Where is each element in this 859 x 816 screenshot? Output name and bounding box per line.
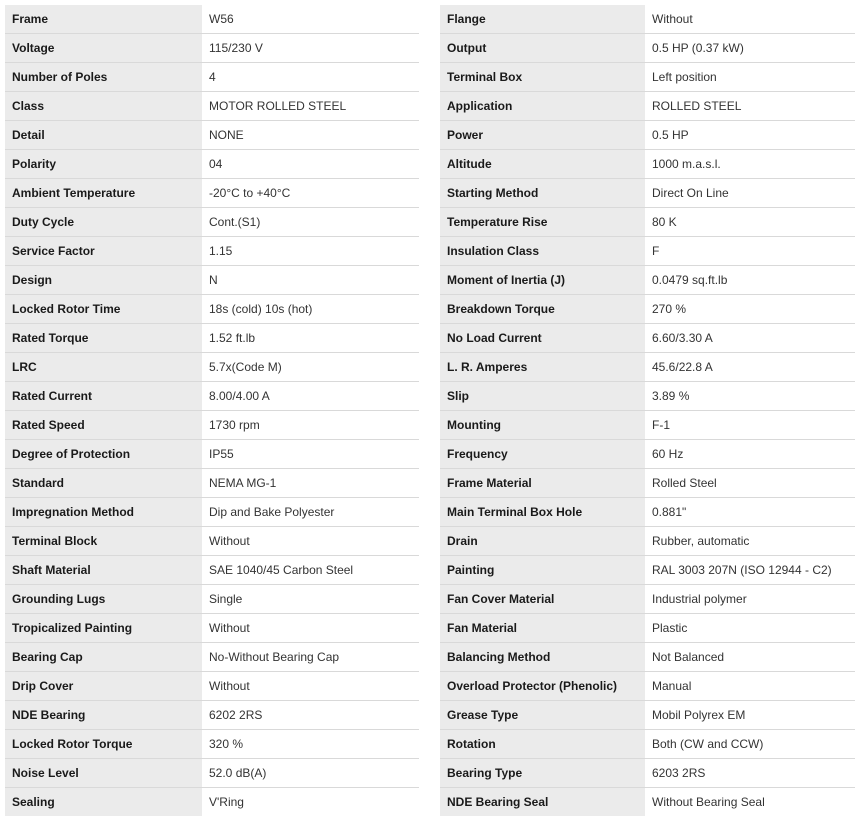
spec-row — [440, 150, 855, 179]
spec-label: Flange — [440, 5, 645, 34]
spec-row — [440, 179, 855, 208]
spec-label: Service Factor — [5, 237, 202, 266]
spec-value: 5.7x(Code M) — [202, 353, 419, 382]
spec-row — [440, 63, 855, 92]
spec-value: Rubber, automatic — [645, 527, 855, 556]
spec-label: Breakdown Torque — [440, 295, 645, 324]
spec-value: 270 % — [645, 295, 855, 324]
spec-table-left — [5, 5, 419, 816]
spec-value: Without Bearing Seal — [645, 788, 855, 816]
spec-value: Dip and Bake Polyester — [202, 498, 419, 527]
spec-label: Rated Speed — [5, 411, 202, 440]
spec-label: Slip — [440, 382, 645, 411]
spec-value: Rolled Steel — [645, 469, 855, 498]
spec-row — [440, 324, 855, 353]
spec-value: 1730 rpm — [202, 411, 419, 440]
spec-label: Bearing Type — [440, 759, 645, 788]
spec-row — [440, 672, 855, 701]
spec-value: RAL 3003 207N (ISO 12944 - C2) — [645, 556, 855, 585]
spec-row — [440, 121, 855, 150]
spec-value: 45.6/22.8 A — [645, 353, 855, 382]
spec-row — [5, 121, 419, 150]
spec-row — [440, 527, 855, 556]
spec-row — [5, 788, 419, 816]
spec-row — [5, 63, 419, 92]
spec-value: 6202 2RS — [202, 701, 419, 730]
spec-value: F-1 — [645, 411, 855, 440]
spec-value: 8.00/4.00 A — [202, 382, 419, 411]
spec-value: Cont.(S1) — [202, 208, 419, 237]
spec-label: Ambient Temperature — [5, 179, 202, 208]
spec-row — [440, 411, 855, 440]
spec-label: No Load Current — [440, 324, 645, 353]
spec-value: 60 Hz — [645, 440, 855, 469]
spec-row — [440, 585, 855, 614]
spec-value: 52.0 dB(A) — [202, 759, 419, 788]
spec-label: Class — [5, 92, 202, 121]
spec-label: Main Terminal Box Hole — [440, 498, 645, 527]
spec-value: 320 % — [202, 730, 419, 759]
spec-row — [440, 440, 855, 469]
spec-value: 1.15 — [202, 237, 419, 266]
spec-row — [5, 643, 419, 672]
spec-label: Terminal Block — [5, 527, 202, 556]
spec-label: Balancing Method — [440, 643, 645, 672]
spec-row — [5, 353, 419, 382]
spec-label: Painting — [440, 556, 645, 585]
spec-row — [440, 643, 855, 672]
spec-row — [5, 150, 419, 179]
spec-label: Overload Protector (Phenolic) — [440, 672, 645, 701]
spec-row — [440, 730, 855, 759]
spec-label: Tropicalized Painting — [5, 614, 202, 643]
spec-row — [440, 266, 855, 295]
spec-row — [440, 614, 855, 643]
spec-label: L. R. Amperes — [440, 353, 645, 382]
spec-value: No-Without Bearing Cap — [202, 643, 419, 672]
spec-label: Bearing Cap — [5, 643, 202, 672]
spec-label: Detail — [5, 121, 202, 150]
spec-label: LRC — [5, 353, 202, 382]
spec-label: Number of Poles — [5, 63, 202, 92]
spec-value: Manual — [645, 672, 855, 701]
spec-label: Degree of Protection — [5, 440, 202, 469]
spec-value: 1000 m.a.s.l. — [645, 150, 855, 179]
spec-label: Locked Rotor Time — [5, 295, 202, 324]
spec-label: Terminal Box — [440, 63, 645, 92]
spec-row — [5, 440, 419, 469]
spec-table-right-body — [440, 5, 855, 816]
spec-row — [440, 34, 855, 63]
spec-row — [440, 556, 855, 585]
spec-value: NONE — [202, 121, 419, 150]
spec-label: Mounting — [440, 411, 645, 440]
spec-row — [440, 208, 855, 237]
spec-value: Without — [645, 5, 855, 34]
spec-row — [440, 295, 855, 324]
spec-label: Starting Method — [440, 179, 645, 208]
spec-value: 0.881" — [645, 498, 855, 527]
spec-value: Without — [202, 527, 419, 556]
spec-label: Rotation — [440, 730, 645, 759]
spec-label: Output — [440, 34, 645, 63]
spec-value: 04 — [202, 150, 419, 179]
spec-value: 6.60/3.30 A — [645, 324, 855, 353]
spec-label: Fan Cover Material — [440, 585, 645, 614]
spec-label: Application — [440, 92, 645, 121]
spec-label: Locked Rotor Torque — [5, 730, 202, 759]
spec-label: Temperature Rise — [440, 208, 645, 237]
spec-value: -20°C to +40°C — [202, 179, 419, 208]
spec-row — [440, 788, 855, 816]
spec-row — [5, 469, 419, 498]
spec-row — [5, 556, 419, 585]
spec-value: N — [202, 266, 419, 295]
spec-label: Drip Cover — [5, 672, 202, 701]
spec-value: 115/230 V — [202, 34, 419, 63]
spec-label: Fan Material — [440, 614, 645, 643]
spec-label: Rated Torque — [5, 324, 202, 353]
spec-label: Moment of Inertia (J) — [440, 266, 645, 295]
spec-row — [5, 266, 419, 295]
spec-row — [5, 614, 419, 643]
spec-label: Impregnation Method — [5, 498, 202, 527]
spec-label: Grounding Lugs — [5, 585, 202, 614]
spec-row — [5, 527, 419, 556]
spec-label: Duty Cycle — [5, 208, 202, 237]
spec-value: 0.5 HP — [645, 121, 855, 150]
spec-value: Single — [202, 585, 419, 614]
spec-value: 3.89 % — [645, 382, 855, 411]
spec-row — [5, 672, 419, 701]
spec-row — [5, 5, 419, 34]
spec-value: Direct On Line — [645, 179, 855, 208]
spec-value: Industrial polymer — [645, 585, 855, 614]
spec-value: 1.52 ft.lb — [202, 324, 419, 353]
spec-row — [440, 5, 855, 34]
spec-row — [5, 498, 419, 527]
spec-row — [440, 701, 855, 730]
spec-label: Voltage — [5, 34, 202, 63]
spec-label: Noise Level — [5, 759, 202, 788]
spec-label: NDE Bearing Seal — [440, 788, 645, 816]
spec-table-right — [440, 5, 855, 816]
spec-value: NEMA MG-1 — [202, 469, 419, 498]
spec-label: Sealing — [5, 788, 202, 816]
spec-value: V'Ring — [202, 788, 419, 816]
spec-label: Frame Material — [440, 469, 645, 498]
spec-label: Drain — [440, 527, 645, 556]
spec-value: F — [645, 237, 855, 266]
spec-value: Both (CW and CCW) — [645, 730, 855, 759]
spec-value: Not Balanced — [645, 643, 855, 672]
spec-value: MOTOR ROLLED STEEL — [202, 92, 419, 121]
spec-row — [5, 730, 419, 759]
spec-row — [5, 179, 419, 208]
spec-label: Insulation Class — [440, 237, 645, 266]
spec-row — [440, 382, 855, 411]
spec-value: 0.0479 sq.ft.lb — [645, 266, 855, 295]
spec-row — [5, 759, 419, 788]
spec-value: IP55 — [202, 440, 419, 469]
spec-label: NDE Bearing — [5, 701, 202, 730]
spec-row — [5, 382, 419, 411]
spec-value: 80 K — [645, 208, 855, 237]
spec-label: Power — [440, 121, 645, 150]
spec-value: W56 — [202, 5, 419, 34]
spec-value: 18s (cold) 10s (hot) — [202, 295, 419, 324]
spec-value: SAE 1040/45 Carbon Steel — [202, 556, 419, 585]
spec-row — [5, 411, 419, 440]
spec-row — [440, 237, 855, 266]
spec-row — [5, 208, 419, 237]
spec-label: Rated Current — [5, 382, 202, 411]
spec-label: Design — [5, 266, 202, 295]
spec-label: Frame — [5, 5, 202, 34]
spec-row — [5, 324, 419, 353]
spec-label: Polarity — [5, 150, 202, 179]
spec-label: Grease Type — [440, 701, 645, 730]
spec-label: Standard — [5, 469, 202, 498]
spec-row — [440, 498, 855, 527]
spec-value: Left position — [645, 63, 855, 92]
spec-row — [5, 585, 419, 614]
spec-row — [440, 353, 855, 382]
spec-row — [5, 237, 419, 266]
spec-row — [440, 759, 855, 788]
spec-value: Without — [202, 672, 419, 701]
spec-table-left-body — [5, 5, 419, 816]
spec-row — [5, 295, 419, 324]
spec-value: 0.5 HP (0.37 kW) — [645, 34, 855, 63]
spec-value: Plastic — [645, 614, 855, 643]
spec-row — [440, 92, 855, 121]
spec-label: Frequency — [440, 440, 645, 469]
spec-value: 6203 2RS — [645, 759, 855, 788]
spec-value: Mobil Polyrex EM — [645, 701, 855, 730]
spec-row — [5, 92, 419, 121]
spec-value: ROLLED STEEL — [645, 92, 855, 121]
spec-row — [440, 469, 855, 498]
spec-label: Altitude — [440, 150, 645, 179]
spec-row — [5, 701, 419, 730]
spec-row — [5, 34, 419, 63]
spec-value: 4 — [202, 63, 419, 92]
spec-label: Shaft Material — [5, 556, 202, 585]
spec-value: Without — [202, 614, 419, 643]
